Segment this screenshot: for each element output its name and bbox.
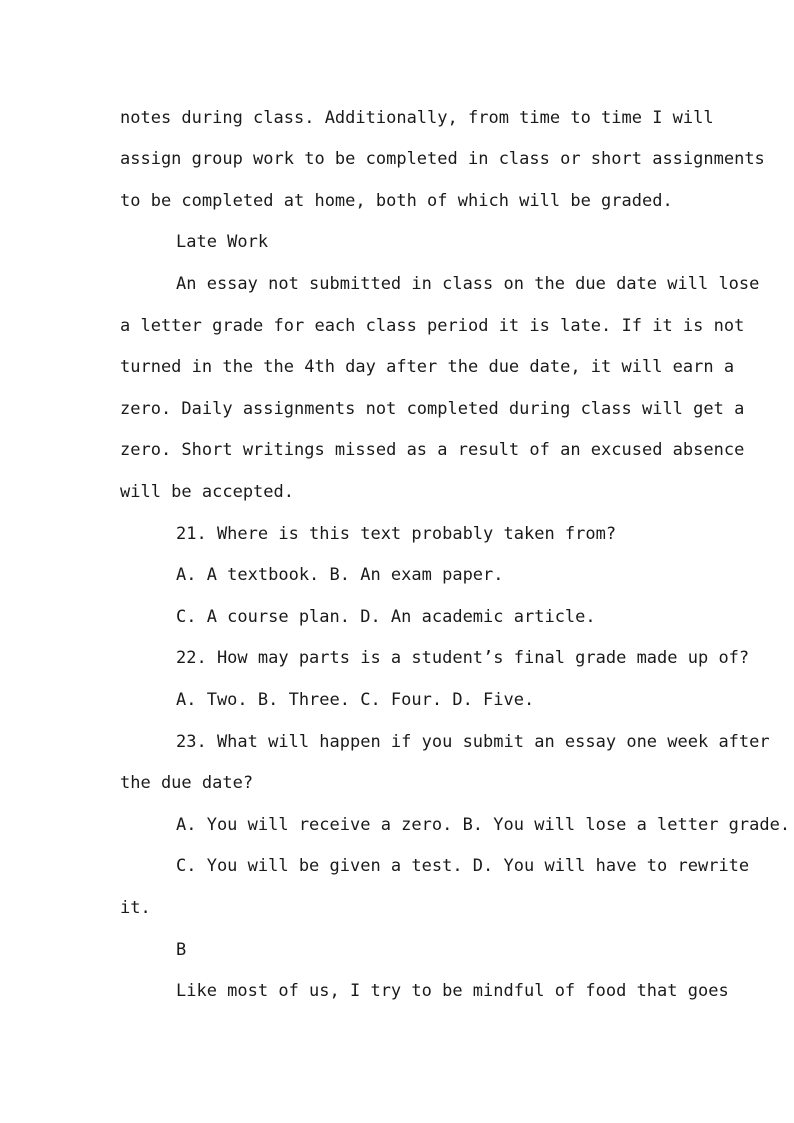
text-line: An essay not submitted in class on the due date will lose (176, 274, 760, 294)
text-line: assign group work to be completed in class or short assignments (120, 149, 765, 169)
question-23-options-ab: A. You will receive a zero. B. You will lose a letter grade. (176, 815, 791, 835)
text-line: turned in the the 4th day after the due date, it will earn a (120, 357, 735, 377)
question-23-options-continued: it. (120, 898, 151, 918)
text-line: a letter grade for each class period it is late. If it is not (120, 316, 745, 336)
question-23-continued: the due date? (120, 773, 254, 793)
question-23-options-cd: C. You will be given a test. D. You will have to rewrite (176, 856, 750, 876)
text-line: zero. Daily assignments not completed during class will get a (120, 399, 745, 419)
text-line: will be accepted. (120, 482, 294, 502)
passage-heading-b: B (176, 940, 187, 960)
question-21-options-cd: C. A course plan. D. An academic article. (176, 607, 596, 627)
text-line: Like most of us, I try to be mindful of food that goes (176, 981, 729, 1001)
section-heading: Late Work (176, 232, 269, 252)
question-21-options-ab: A. A textbook. B. An exam paper. (176, 565, 504, 585)
text-line: notes during class. Additionally, from time to time I will (120, 108, 714, 128)
question-23: 23. What will happen if you submit an essay one week after (176, 732, 770, 752)
text-line: zero. Short writings missed as a result of an excused absence (120, 440, 745, 460)
question-22: 22. How may parts is a student’s final grade made up of? (176, 648, 750, 668)
text-line: to be completed at home, both of which will be graded. (120, 191, 673, 211)
question-21: 21. Where is this text probably taken from? (176, 524, 617, 544)
question-22-options: A. Two. B. Three. C. Four. D. Five. (176, 690, 535, 710)
